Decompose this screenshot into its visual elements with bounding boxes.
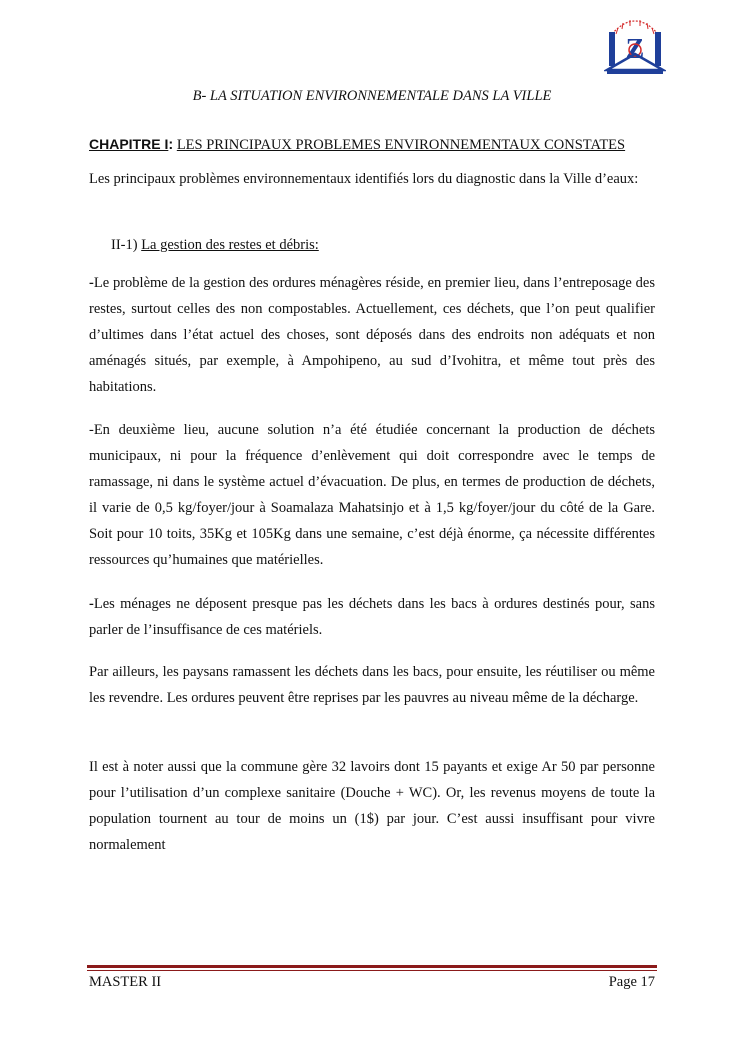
- svg-text:Z: Z: [625, 34, 645, 65]
- footer-label: MASTER II: [89, 974, 162, 990]
- paragraph-entreposage: [89, 270, 655, 400]
- footer-rule: [87, 965, 657, 968]
- chapter-heading: [89, 136, 625, 154]
- paragraph-production-dechets: -En deuxième lieu, aucune solution n’a été étudiée concernant la production de déchets municipaux, ni pour la fréquence d’enlèvement qui doit correspondre avec le temps de ramassage, ni dans le système actuel d’évacuation. De plus, en termes de production de déchets, il varie de 0,5 kg/foyer/jour à Soamalaza Mahatsinjo et à 1,5 kg/foyer/jour du côté de la Gare. Soit pour 10 toits, 35Kg et 105Kg dans une semaine, c’est déjà énorme, ça nécessite différentes ressources qu’humaines que matérielles.: [89, 422, 655, 568]
- intro-paragraph: Les principaux problèmes environnementaux identifiés lors du diagnostic dans la Ville d’eaux:: [89, 171, 639, 187]
- footer-rule-thin: [87, 970, 657, 971]
- section-heading: B- LA SITUATION ENVIRONNEMENTALE DANS LA VILLE: [192, 88, 552, 104]
- subsection-heading: [111, 237, 319, 254]
- paragraph-menages: [89, 591, 655, 643]
- paragraph-text: Les ménages ne déposent presque pas les déchets dans les bacs à ordures destinés pour, sans parler de l’insuffisance de ces matériels.: [89, 596, 655, 638]
- chapter-title: LES PRINCIPAUX PROBLEMES ENVIRONNEMENTAUX CONSTATES: [176, 137, 626, 153]
- page-number: Page 17: [608, 974, 655, 990]
- bullet-dash: -: [89, 275, 94, 291]
- chapter-label: CHAPITRE I: [89, 136, 169, 152]
- bullet-dash: -: [89, 596, 94, 612]
- paragraph-paysans: Par ailleurs, les paysans ramassent les déchets dans les bacs, pour ensuite, les réutiliser ou même les revendre. Les ordures peuvent être reprises par les pauvres au niveau même de la décharge.: [89, 664, 655, 706]
- subsection-title: La gestion des restes et débris:: [141, 237, 319, 253]
- paragraph-text: Le problème de la gestion des ordures ménagères réside, en premier lieu, dans l’entreposage des restes, surtout celles des non compostables. Actuellement, ces déchets, que l’on peut qualifier d’ultimes dans l’état actuel des choses, sont déposés dans des endroits non adéquats et non aménagés situés, par exemple, à Ampohipeno, au sud d’Ivohitra, et même tout près des habitations.: [89, 275, 655, 395]
- subsection-number: II-1): [111, 237, 138, 253]
- chapter-colon: :: [168, 137, 174, 153]
- paragraph-lavoirs: Il est à noter aussi que la commune gère 32 lavoirs dont 15 payants et exige Ar 50 par personne pour l’utilisation d’un complexe sanitaire (Douche + WC). Or, les revenus moyens de toute la population tournent au tour de moins un (1$) par jour. C’est aussi insuffisant pour vivre normalement: [89, 759, 655, 853]
- institution-logo: [604, 14, 666, 78]
